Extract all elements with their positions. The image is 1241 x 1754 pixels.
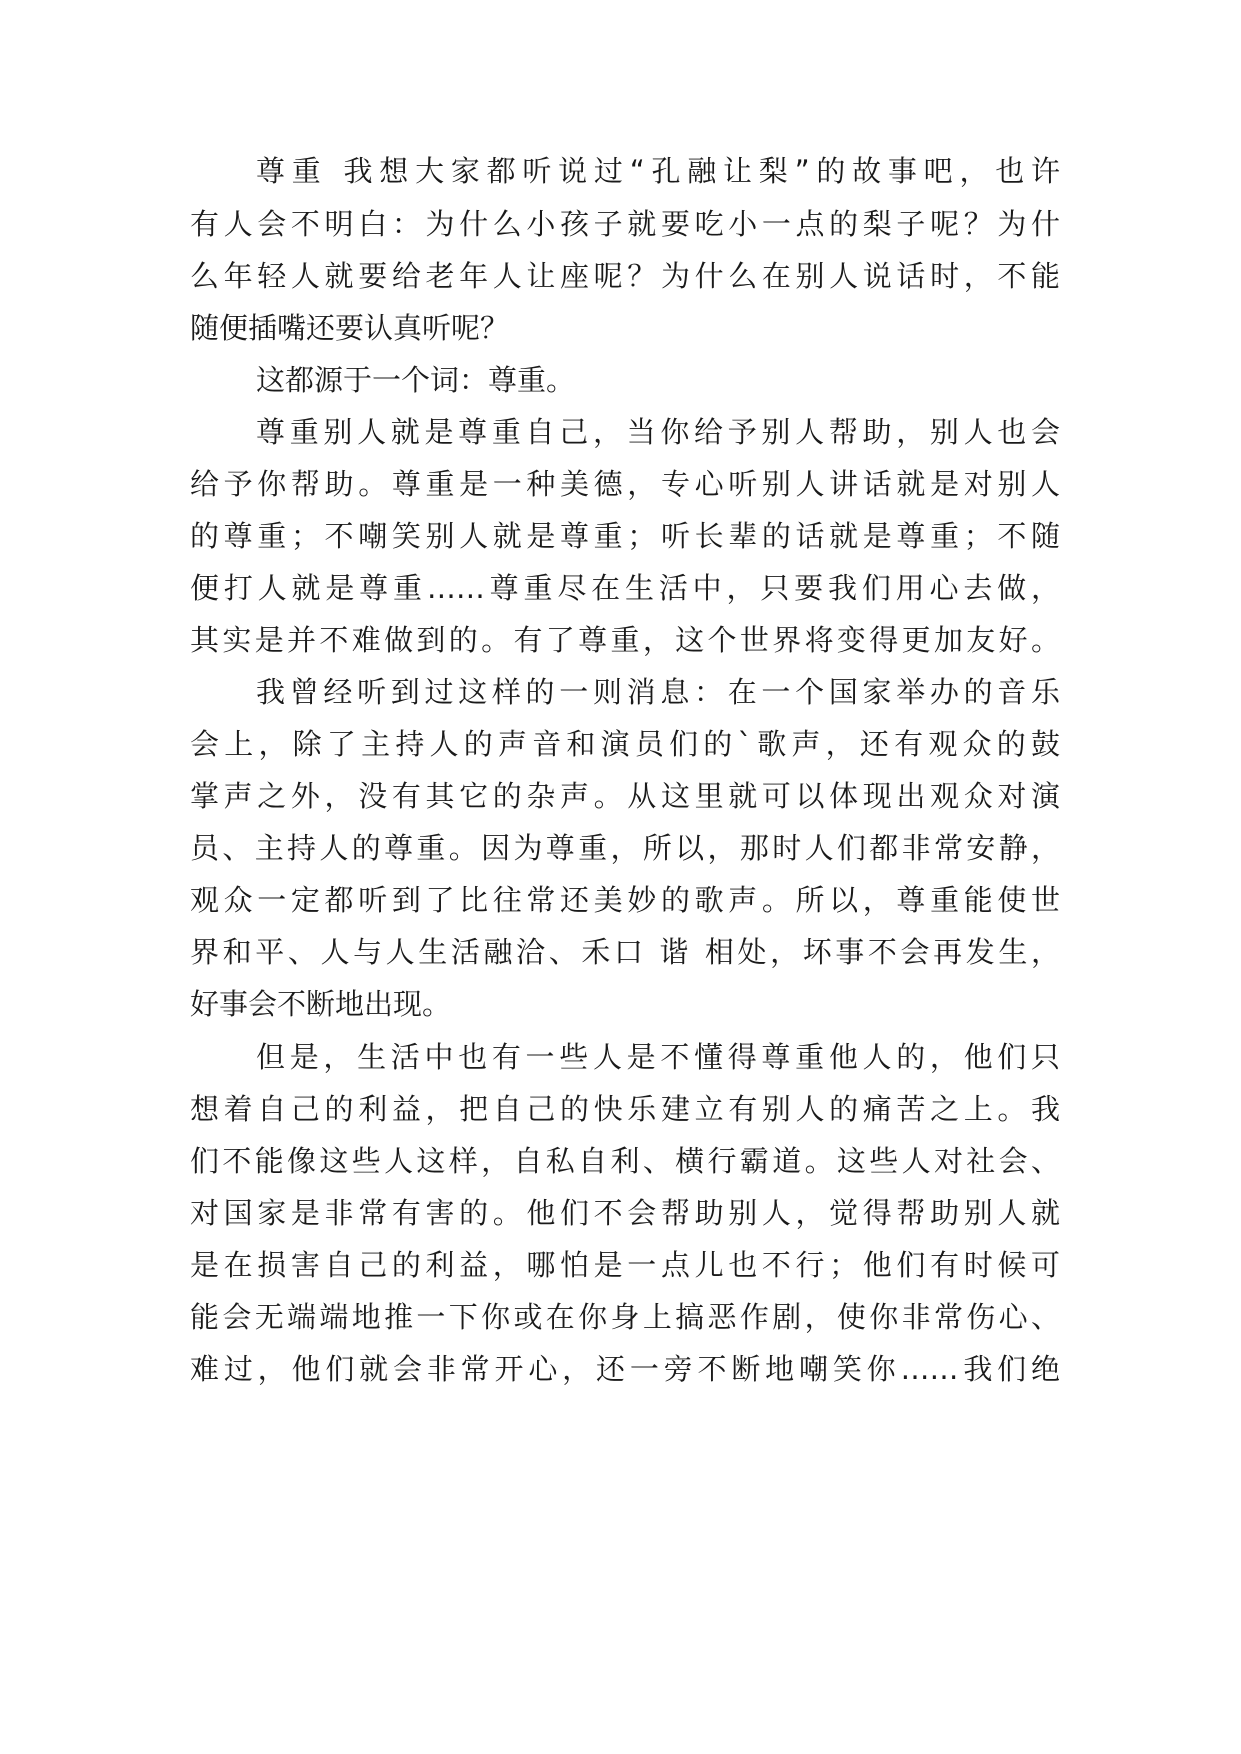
paragraph-5-line-2: 想着自己的利益，把自己的快乐建立有别人的痛苦之上。我 (190, 1092, 1060, 1126)
paragraph-3-line-1: 尊重别人就是尊重自己，当你给予别人帮助，别人也会 (256, 415, 1060, 449)
paragraph-4-line-5: 观众一定都听到了比往常还美妙的歌声。所以，尊重能使世 (190, 883, 1060, 917)
paragraph-4-line-2: 会上，除了主持人的声音和演员们的`歌声，还有观众的鼓 (190, 727, 1060, 761)
paragraph-5-line-3: 们不能像这些人这样，自私自利、横行霸道。这些人对社会、 (190, 1144, 1060, 1178)
paragraph-1-line-4: 随便插嘴还要认真听呢？ (190, 311, 510, 345)
paragraph-4-line-4: 员、主持人的尊重。因为尊重，所以，那时人们都非常安静， (190, 831, 1060, 865)
paragraph-1-line-3: 么年轻人就要给老年人让座呢？为什么在别人说话时，不能 (190, 259, 1060, 293)
paragraph-3-line-4: 便打人就是尊重……尊重尽在生活中，只要我们用心去做， (190, 571, 1060, 605)
paragraph-5-line-4: 对国家是非常有害的。他们不会帮助别人，觉得帮助别人就 (190, 1196, 1060, 1230)
paragraph-5-line-5: 是在损害自己的利益，哪怕是一点儿也不行；他们有时候可 (190, 1248, 1060, 1282)
paragraph-5-line-7: 难过，他们就会非常开心，还一旁不断地嘲笑你……我们绝 (190, 1352, 1060, 1386)
paragraph-4-line-7: 好事会不断地出现。 (190, 987, 452, 1021)
paragraph-4-line-1: 我曾经听到过这样的一则消息：在一个国家举办的音乐 (256, 675, 1060, 709)
paragraph-5-line-1: 但是，生活中也有一些人是不懂得尊重他人的，他们只 (256, 1040, 1060, 1074)
paragraph-1-line-2: 有人会不明白：为什么小孩子就要吃小一点的梨子呢？为什 (190, 207, 1060, 241)
paragraph-5-line-6: 能会无端端地推一下你或在你身上搞恶作剧，使你非常伤心、 (190, 1300, 1060, 1334)
paragraph-4-line-3: 掌声之外，没有其它的杂声。从这里就可以体现出观众对演 (190, 779, 1060, 813)
paragraph-4-line-6: 界和平、人与人生活融洽、禾口 谐 相处，坏事不会再发生， (190, 935, 1060, 969)
paragraph-2-line-1: 这都源于一个词：尊重。 (256, 363, 576, 397)
paragraph-3-line-5: 其实是并不难做到的。有了尊重，这个世界将变得更加友好。 (190, 623, 1060, 657)
paragraph-1-line-1: 尊重 我想大家都听说过“孔融让梨”的故事吧，也许 (256, 154, 1060, 188)
paragraph-3-line-3: 的尊重；不嘲笑别人就是尊重；听长辈的话就是尊重；不随 (190, 519, 1060, 553)
paragraph-3-line-2: 给予你帮助。尊重是一种美德，专心听别人讲话就是对别人 (190, 467, 1060, 501)
